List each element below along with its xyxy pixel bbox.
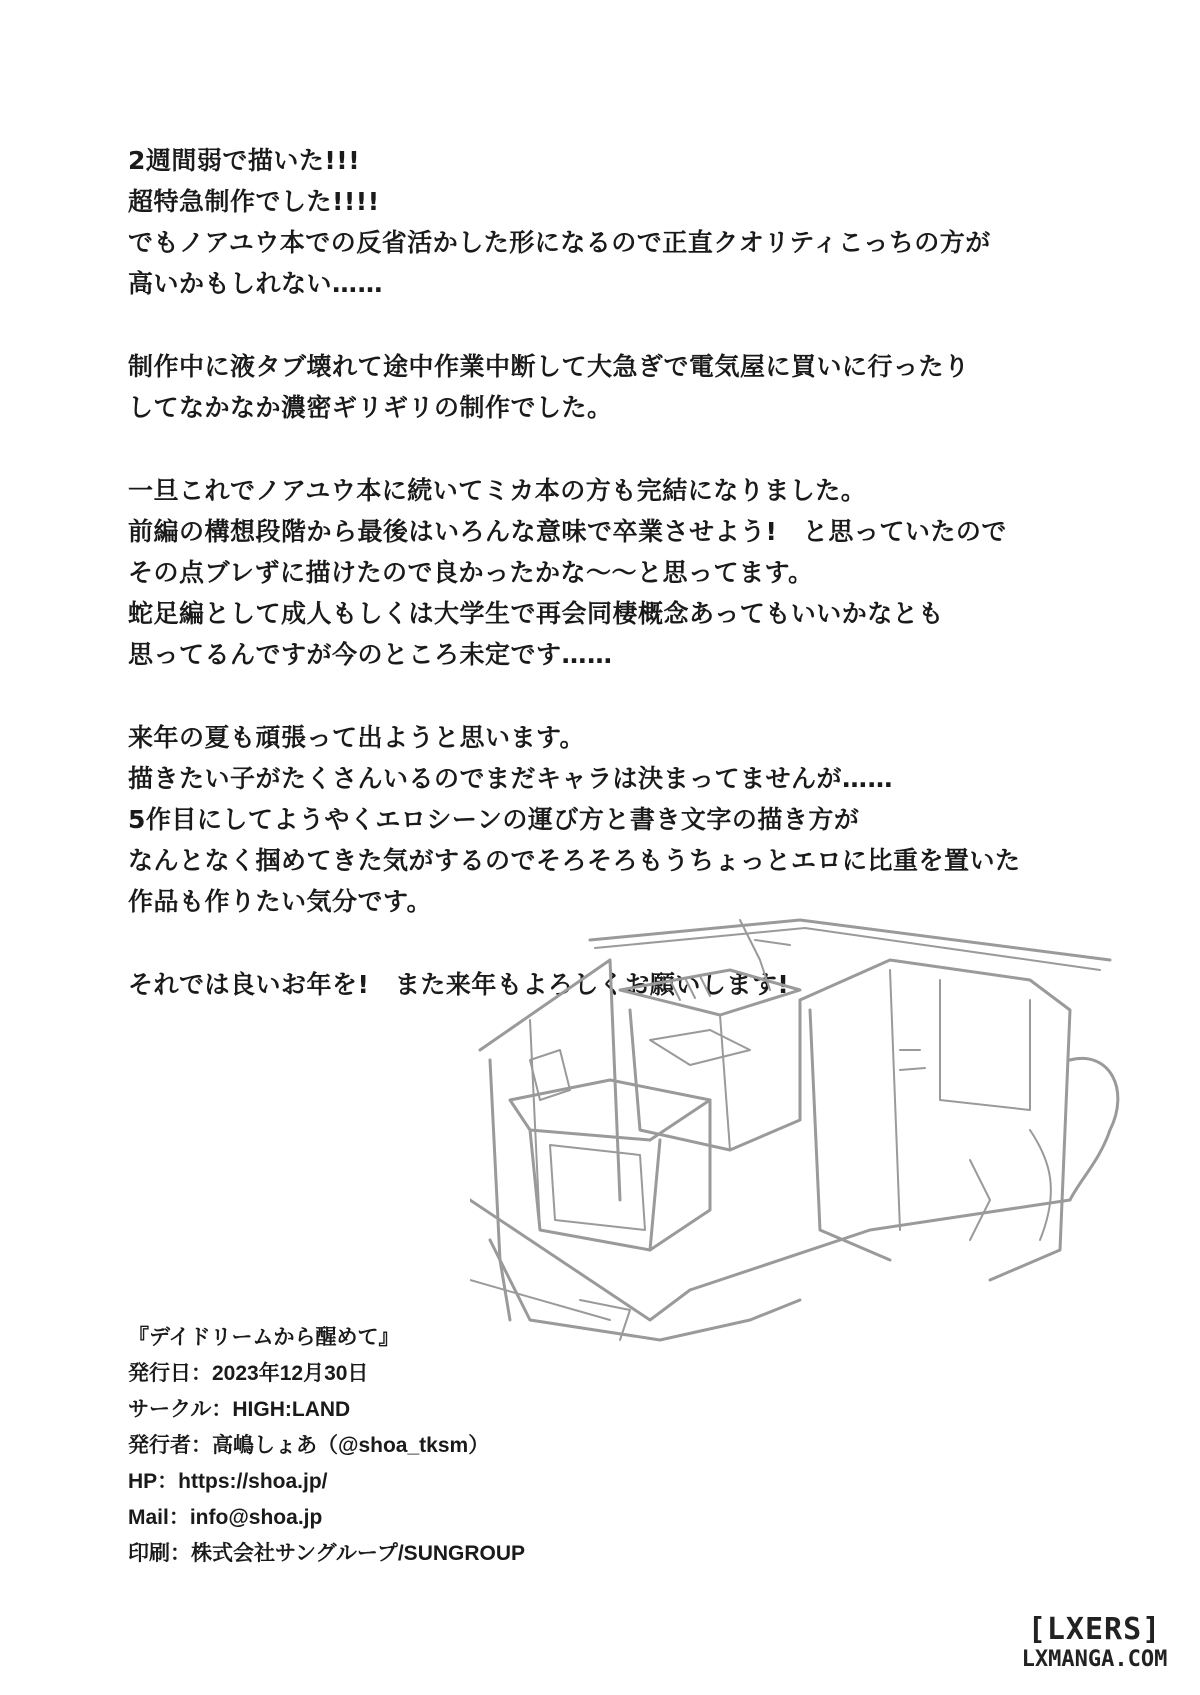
afterword-line: でもノアユウ本での反省活かした形になるので正直クオリティこっちの方が xyxy=(128,228,991,257)
watermark xyxy=(1007,1613,1182,1673)
colophon-publisher: 発行者：高嶋しょあ（@shoa_tksm） xyxy=(128,1434,490,1457)
afterword-paragraph-3 xyxy=(128,470,1128,675)
afterword-line: 描きたい子がたくさんいるのでまだキャラは決まってませんが…… xyxy=(128,764,894,793)
afterword-line: 5作目にしてようやくエロシーンの運び方と書き文字の描き方が xyxy=(128,805,860,834)
afterword-line: してなかなか濃密ギリギリの制作でした。 xyxy=(128,393,613,422)
afterword-line: それでは良いお年を! また来年もよろしくお願いします! xyxy=(128,970,790,999)
afterword-line: 作品も作りたい気分です。 xyxy=(128,887,433,916)
afterword-line: 高いかもしれない…… xyxy=(128,269,384,298)
colophon-date: 発行日：2023年12月30日 xyxy=(128,1362,369,1385)
watermark-brand: [LXERS] xyxy=(1027,1612,1162,1647)
afterword-line: その点ブレずに描けたので良かったかな〜〜と思ってます。 xyxy=(128,558,814,587)
afterword-line: 蛇足編として成人もしくは大学生で再会同棲概念あってもいいかなとも xyxy=(128,599,944,628)
afterword-paragraph-4 xyxy=(128,717,1128,922)
afterword-paragraph-2 xyxy=(128,346,1128,428)
afterword-line: 超特急制作でした!!!! xyxy=(128,187,380,216)
colophon xyxy=(128,1320,748,1572)
colophon-homepage: HP：https://shoa.jp/ xyxy=(128,1470,328,1493)
afterword-line: 一旦これでノアユウ本に続いてミカ本の方も完結になりました。 xyxy=(128,476,867,505)
colophon-title: 『デイドリームから醒めて』 xyxy=(128,1326,400,1349)
colophon-circle: サークル：HIGH:LAND xyxy=(128,1398,351,1421)
afterword-line: 来年の夏も頑張って出ようと思います。 xyxy=(128,723,586,752)
afterword-line: なんとなく掴めてきた気がするのでそろそろもうちょっとエロに比重を置いた xyxy=(128,846,1021,875)
colophon-printer: 印刷：株式会社サングループ/SUNGROUP xyxy=(128,1542,526,1565)
watermark-url: LXMANGA.COM xyxy=(1021,1647,1168,1672)
afterword-line: 2週間弱で描いた!!! xyxy=(128,146,361,175)
afterword-line: 前編の構想段階から最後はいろんな意味で卒業させよう! と思っていたので xyxy=(128,517,1007,546)
afterword-line: 制作中に液タブ壊れて途中作業中断して大急ぎで電気屋に買いに行ったり xyxy=(128,352,970,381)
afterword-paragraph-1 xyxy=(128,140,1128,304)
afterword-line: 思ってるんですが今のところ未定です…… xyxy=(128,640,613,669)
colophon-mail: Mail：info@shoa.jp xyxy=(128,1506,323,1529)
